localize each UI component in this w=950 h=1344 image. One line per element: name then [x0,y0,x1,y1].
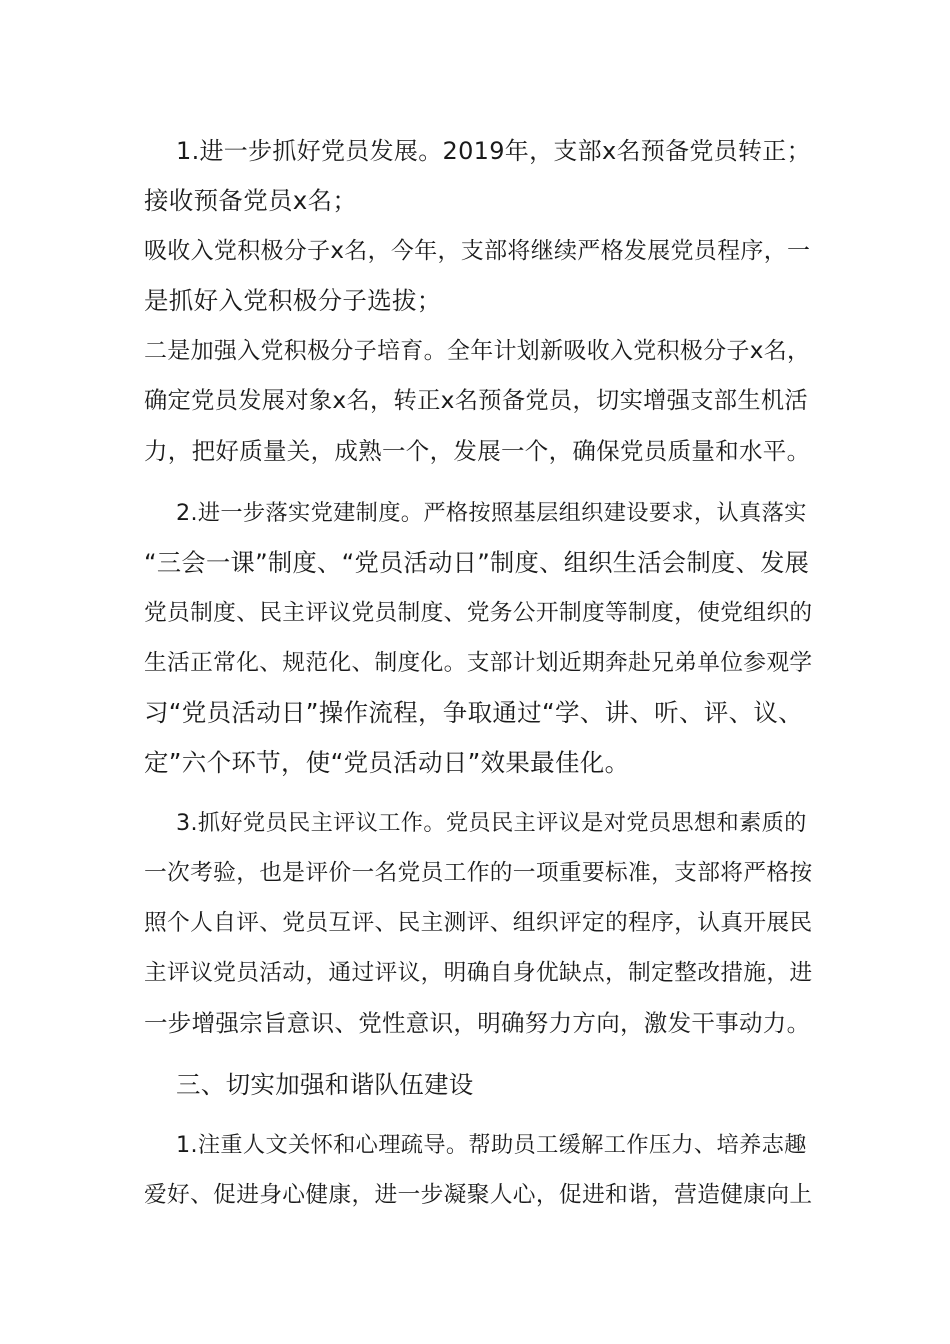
para-1-line-7: 力，把好质量关，成熟一个，发展一个，确保党员质量和水平。 [144,437,811,465]
para-2-line-6: 定”六个环节，使“党员活动日”效果最佳化。 [144,748,630,777]
para-1-line-3: 吸收入党积极分子x名，今年，支部将继续严格发展党员程序，一 [144,238,811,264]
para-1-line-4: 是抓好入党积极分子选拔； [144,286,442,315]
para-2-line-2: “三会一课”制度、“党员活动日”制度、组织生活会制度、发展 [144,548,810,577]
para-3-line-2: 一次考验，也是评价一名党员工作的一项重要标准，支部将严格按 [144,860,813,886]
para-4-line-1: 1.注重人文关怀和心理疏导。帮助员工缓解工作压力、培养志趣 [176,1132,807,1158]
para-1-line-1: 1.进一步抓好党员发展。2019年，支部x名预备党员转正； [176,137,811,165]
section-heading: 三、切实加强和谐队伍建设 [176,1070,474,1099]
para-3-line-3: 照个人自评、党员互评、民主测评、组织评定的程序，认真开展民 [144,910,813,936]
para-3-line-5: 一步增强宗旨意识、党性意识，明确努力方向，激发干事动力。 [144,1009,811,1037]
para-2-line-4: 生活正常化、规范化、制度化。支部计划近期奔赴兄弟单位参观学 [144,650,813,676]
para-3-line-4: 主评议党员活动，通过评议，明确自身优缺点，制定整改措施，进 [144,960,813,986]
para-1-line-2: 接收预备党员x名； [144,186,358,215]
para-3-line-1: 3.抓好党员民主评议工作。党员民主评议是对党员思想和素质的 [176,810,807,836]
para-4-line-2: 爱好、促进身心健康，进一步凝聚人心，促进和谐，营造健康向上 [144,1182,813,1208]
para-2-line-3: 党员制度、民主评议党员制度、党务公开制度等制度，使党组织的 [144,600,813,626]
para-1-line-6: 确定党员发展对象x名，转正x名预备党员，切实增强支部生机活 [144,387,808,414]
para-2-line-1: 2.进一步落实党建制度。严格按照基层组织建设要求，认真落实 [176,500,807,526]
para-1-line-5: 二是加强入党积极分子培育。全年计划新吸收入党积极分子x名， [144,338,811,364]
para-2-line-5: 习“党员活动日”操作流程，争取通过“学、讲、听、评、议、 [144,698,803,727]
